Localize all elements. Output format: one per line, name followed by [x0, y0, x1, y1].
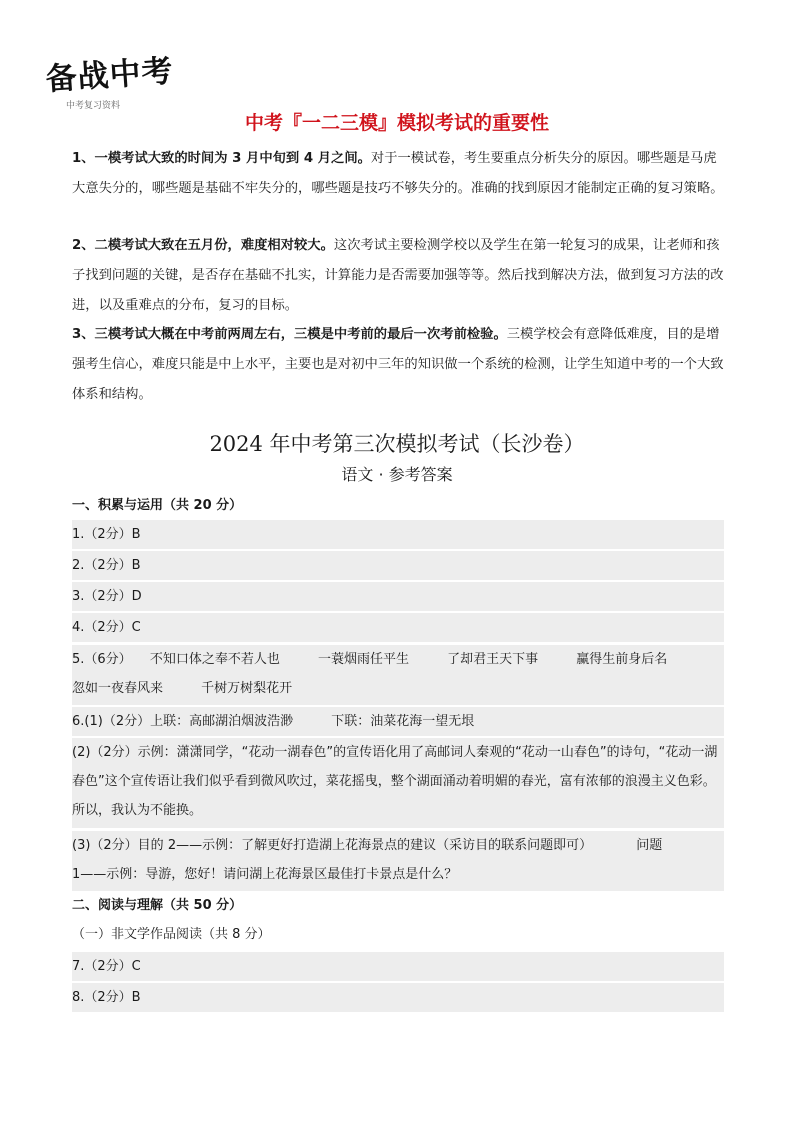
answer-row-q7: 7.（2分）C — [72, 952, 724, 981]
intro-title: 中考『一二三模』模拟考试的重要性 — [244, 112, 549, 134]
section-1-heading: 一、积累与运用（共 20 分） — [72, 498, 243, 513]
q5-answer-e: 忽如一夜春风来 — [72, 681, 164, 696]
logo — [44, 54, 194, 116]
q6-3-question-label: 问题 — [636, 838, 663, 853]
intro-paragraph-3 — [72, 320, 724, 410]
intro-p2-text: 这次考试主要检测学校以及学生在第一轮复习的成果，让老师和孩子找到问题的关键，是否存在基础不扎实，计算能力是否需要加强等等。然后找到解决方法，做到复习方法的改进，以及重难点的分布，复习的目标。 — [72, 238, 724, 313]
answer-row-q1: 1.（2分）B — [72, 520, 724, 549]
q5-answer-b: 一蓑烟雨任平生 — [317, 652, 409, 667]
q5-answer-f: 千树万树梨花开 — [201, 681, 293, 696]
exam-subtitle: 语文 · 参考答案 — [341, 465, 453, 484]
q5-answer-a: 不知口体之奉不若人也 — [149, 652, 280, 667]
subsection-nonliterary: （一）非文学作品阅读（共 8 分） — [72, 927, 271, 942]
exam-title: 2024 年中考第三次模拟考试（长沙卷） — [209, 432, 585, 456]
q6-3-purpose: (3)（2分）目的 2——示例：了解更好打造湖上花海景点的建议（采访目的联系问题即可） — [72, 838, 593, 853]
intro-p3-text: 三模学校会有意降低难度，目的是增强考生信心，难度只能是中上水平，主要也是对初中三年的知识做一个系统的检测，让学生知道中考的一个大致体系和结构。 — [72, 327, 724, 402]
q5-label: 5.（6分） — [72, 652, 132, 667]
answer-row-q4: 4.（2分）C — [72, 613, 724, 642]
intro-p3-strong: 3、三模考试大概在中考前两周左右，三模是中考前的最后一次考前检验。 — [72, 327, 507, 342]
intro-paragraph-1 — [72, 144, 724, 204]
section-2-heading: 二、阅读与理解（共 50 分） — [72, 898, 243, 913]
answer-row-q6-2: (2)（2分）示例：潇潇同学，“花动一湖春色”的宣传语化用了高邮词人秦观的“花动一山春色”的诗句，“花动一湖春色”这个宣传语让我们似乎看到微风吹过，菜花摇曳，整个湖面涌动着明媚的春光，富有浓郁的浪漫主义色彩。所以，我认为不能换。 — [72, 738, 724, 828]
answer-row-q8: 8.（2分）B — [72, 983, 724, 1012]
logo-brand: 备战中考 — [44, 53, 175, 98]
q6-1-lower: 下联：油菜花海一望无垠 — [331, 714, 475, 729]
answer-row-q2: 2.（2分）B — [72, 551, 724, 580]
answer-row-q6-1 — [72, 707, 724, 736]
answer-row-q6-3 — [72, 831, 724, 891]
q5-answer-c: 了却君王天下事 — [447, 652, 539, 667]
q6-1-upper: 6.(1)（2分）上联：高邮湖泊烟波浩渺 — [72, 714, 294, 729]
logo-subtext: 中考复习资料 — [66, 101, 121, 111]
q5-answer-d: 赢得生前身后名 — [576, 652, 668, 667]
q6-3-question: 1——示例：导游，您好！请问湖上花海景区最佳打卡景点是什么？ — [72, 867, 458, 882]
answer-row-q3: 3.（2分）D — [72, 582, 724, 611]
answer-row-q5 — [72, 645, 724, 705]
intro-p2-strong: 2、二模考试大致在五月份，难度相对较大。 — [72, 238, 334, 253]
intro-paragraph-2 — [72, 231, 724, 321]
intro-p1-strong: 1、一模考试大致的时间为 3 月中旬到 4 月之间。 — [72, 151, 371, 166]
intro-p1-text: 对于一模试卷，考生要重点分析失分的原因。哪些题是马虎大意失分的，哪些题是基础不牢失分的，哪些题是技巧不够失分的。准确的找到原因才能制定正确的复习策略。 — [72, 151, 724, 196]
